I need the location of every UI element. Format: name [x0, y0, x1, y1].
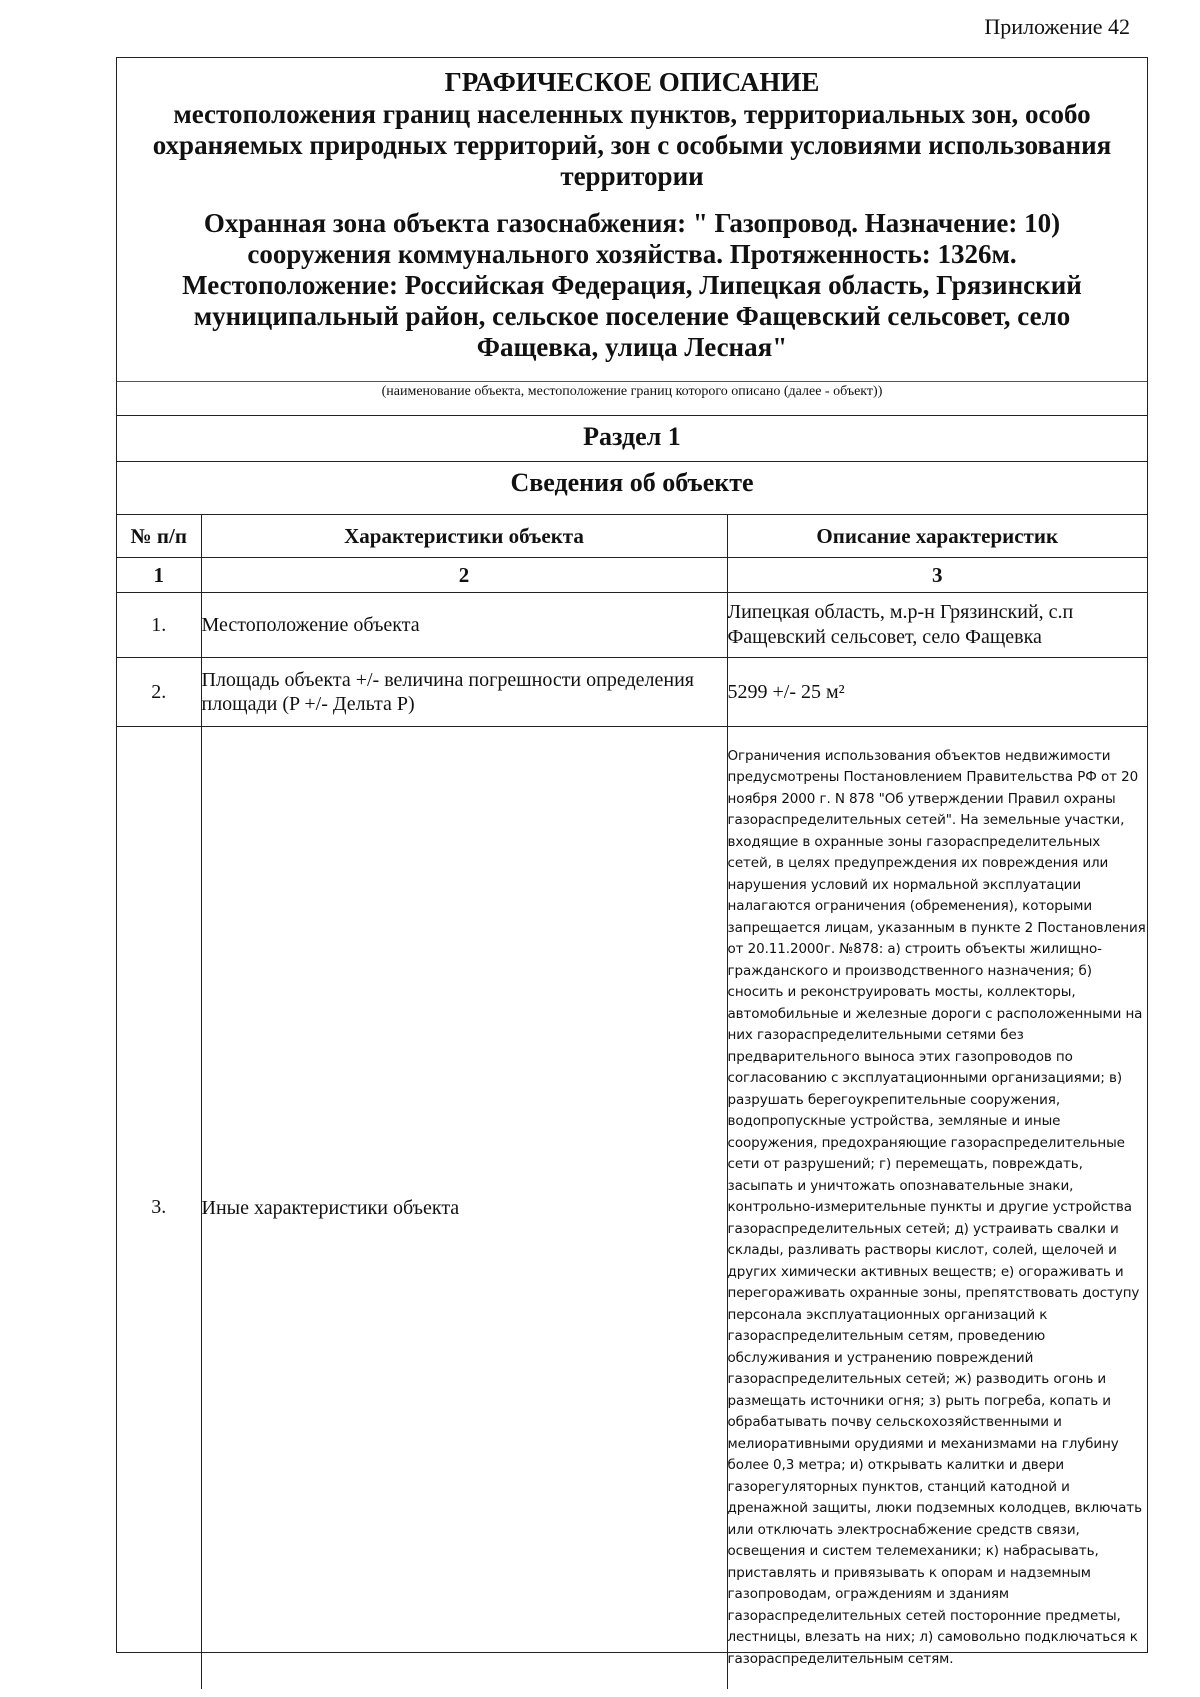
index-cell: 3 [727, 558, 1147, 593]
header-block [117, 58, 1147, 381]
row-description: Ограничения использования объектов недвижимости предусмотрены Постановлением Правительства РФ от 20 ноября 2000 г. N 878 "Об утверждении Правил охраны газораспределительных сетей". На земельные участки, входящие в охранные зоны газораспределительных сетей, в целях предупреждения их повреждения или нарушения условий их нормальной эксплуатации налагаются ограничения (обременения), которыми запрещается лицам, указанным в пункте 2 Постановления от 20.11.2000г. №878: а) строить объекты жилищно-гражданского и производственного назначения; б) сносить и реконструировать мосты, коллекторы, автомобильные и железные дороги с расположенными на них газораспределительными сетями без предварительного выноса этих газопроводов по согласованию с эксплуатационными организациями; в) разрушать берегоукрепительные сооружения, водопропускные устройства, земляные и иные сооружения, предохраняющие газораспределительные сети от разрушений; г) перемещать, повреждать, засыпать и уничтожать опознавательные знаки, контрольно-измерительные пункты и другие устройства газораспределительных сетей; д) устраивать свалки и склады, разливать растворы кислот, солей, щелочей и других химически активных веществ; е) огораживать и перегораживать охранные зоны, препятствовать доступу персонала эксплуатационных организаций к газораспределительным сетям, проведению обслуживания и устранению повреждений газораспределительных сетей; ж) разводить огонь и размещать источники огня; з) рыть погреба, копать и обрабатывать почву сельскохозяйственными и мелиоративными орудиями и механизмами на глубину более 0,3 метра; и) открывать калитки и двери газорегуляторных пунктов, станций катодной и дренажной защиты, люки подземных колодцев, включать или отключать электроснабжение средств связи, освещения и систем телемеханики; к) набрасывать, приставлять и привязывать к опорам и надземным газопроводам, ограждениям и зданиям газораспределительных сетей посторонние предметы, лестницы, влезать на них; л) самовольно подключаться к газораспределительным сетям. [727, 727, 1147, 1689]
section-number: Раздел 1 [583, 422, 681, 451]
section-divider-top [117, 415, 1147, 416]
table-header-row [117, 515, 1147, 558]
table-index-row [117, 558, 1147, 593]
table-row [117, 727, 1147, 1689]
row-description: 5299 +/- 25 м² [727, 658, 1147, 727]
header-description: Описание характеристик [727, 515, 1147, 558]
section-divider-middle [117, 461, 1147, 462]
row-number: 1. [117, 593, 201, 658]
table-row [117, 593, 1147, 658]
row-characteristic: Площадь объекта +/- величина погрешности определения площади (P +/- Дельта P) [201, 658, 727, 727]
row-characteristic: Иные характеристики объекта [201, 727, 727, 1689]
document-subtitle: местоположения границ населенных пунктов, территориальных зон, особо охраняемых природных территорий, зон с особыми условиями использования территории [152, 99, 1112, 191]
appendix-number: Приложение 42 [984, 14, 1130, 39]
object-caption: (наименование объекта, местоположение границ которого описано (далее - объект)) [381, 384, 883, 399]
object-info-table [117, 515, 1147, 1689]
object-name: Охранная зона объекта газоснабжения: " Газопровод. Назначение: 10) сооружения коммунального хозяйства. Протяженность: 1326м. Местоположение: Российская Федерация, Липецкая область, Грязинский муниципальный район, сельское поселение Фащевский сельсовет, село Фащевка, улица Лесная" [182, 208, 1082, 362]
caption-divider [117, 381, 1147, 382]
document-title: ГРАФИЧЕСКОЕ ОПИСАНИЕ [444, 67, 820, 97]
document-frame [116, 57, 1148, 1667]
section-title: Сведения об объекте [510, 468, 754, 497]
row-number: 2. [117, 658, 201, 727]
header-characteristic: Характеристики объекта [201, 515, 727, 558]
row-description: Липецкая область, м.р-н Грязинский, с.п Фащевский сельсовет, село Фащевка [727, 593, 1147, 658]
table-row [117, 658, 1147, 727]
row-characteristic: Местоположение объекта [201, 593, 727, 658]
index-cell: 1 [117, 558, 201, 593]
index-cell: 2 [201, 558, 727, 593]
header-number: № п/п [117, 515, 201, 558]
row-number: 3. [117, 727, 201, 1689]
